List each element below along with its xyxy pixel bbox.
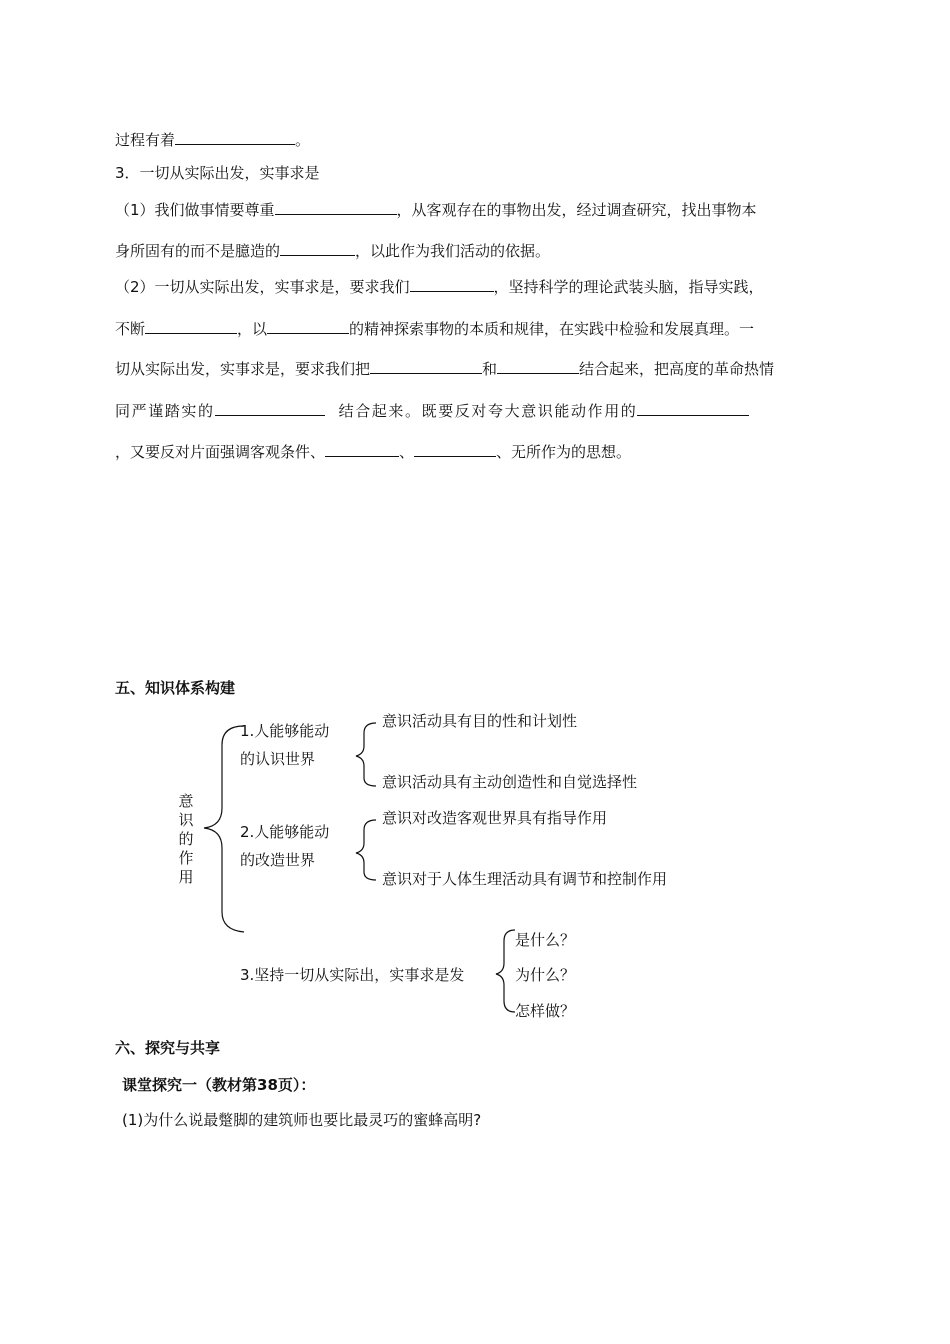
branch-1-label-line2: 的认识世界 [240,750,316,768]
branch-1-label-line1: 1.人能够能动 [240,722,330,740]
branch-2-label-line1: 2.人能够能动 [240,823,330,841]
branch-3-leaf-2: 为什么？ [515,966,576,984]
branch-3-leaf-1: 是什么？ [515,931,576,949]
section-6-heading: 六、探究与共享 [115,1039,221,1057]
text-line-7: 切从实际出发，实事求是，要求我们把 和 结合起来，把高度的革命热情 [115,360,775,378]
tree-root-label: 意识的作用 [178,792,194,886]
text-line-8: 同严谨踏实的 结合起来。既要反对夸大意识能动作用的 [115,400,749,421]
text-line-6: 不断 ，以 的精神探索事物的本质和规律，在实践中检验和发展真理。一 [115,320,755,338]
branch-3-leaf-3: 怎样做？ [515,1002,576,1020]
branch-1-leaf-1: 意识活动具有目的性和计划性 [382,712,578,730]
exploration-subheading: 课堂探究一（教材第38页）： [122,1076,316,1094]
branch-2-leaf-1: 意识对改造客观世界具有指导作用 [382,809,608,827]
text-line-4: 身所固有的而不是臆造的 ，以此作为我们活动的依据。 [115,242,551,260]
text-line-3: （1）我们做事情要尊重 ，从客观存在的事物出发，经过调查研究，找出事物本 [115,201,757,219]
text-line-1: 过程有着 。 [115,131,311,149]
branch-1-leaf-2: 意识活动具有主动创造性和自觉选择性 [382,773,638,791]
text-line-5: （2）一切从实际出发，实事求是，要求我们 ，坚持科学的理论武装头脑，指导实践， [115,278,764,296]
text-line-2: 3．一切从实际出发，实事求是 [115,164,320,182]
question-1: (1)为什么说最蹩脚的建筑师也要比最灵巧的蜜蜂高明? [122,1111,482,1129]
branch-2-label-line2: 的改造世界 [240,851,316,869]
branch-3-label: 3.坚持一切从实际出，实事求是发 [240,966,465,984]
branch-2-leaf-2: 意识对于人体生理活动具有调节和控制作用 [382,870,668,888]
section-5-heading: 五、知识体系构建 [115,679,236,697]
text-line-9: ，又要反对片面强调客观条件、 、 、无所作为的思想。 [115,443,632,461]
